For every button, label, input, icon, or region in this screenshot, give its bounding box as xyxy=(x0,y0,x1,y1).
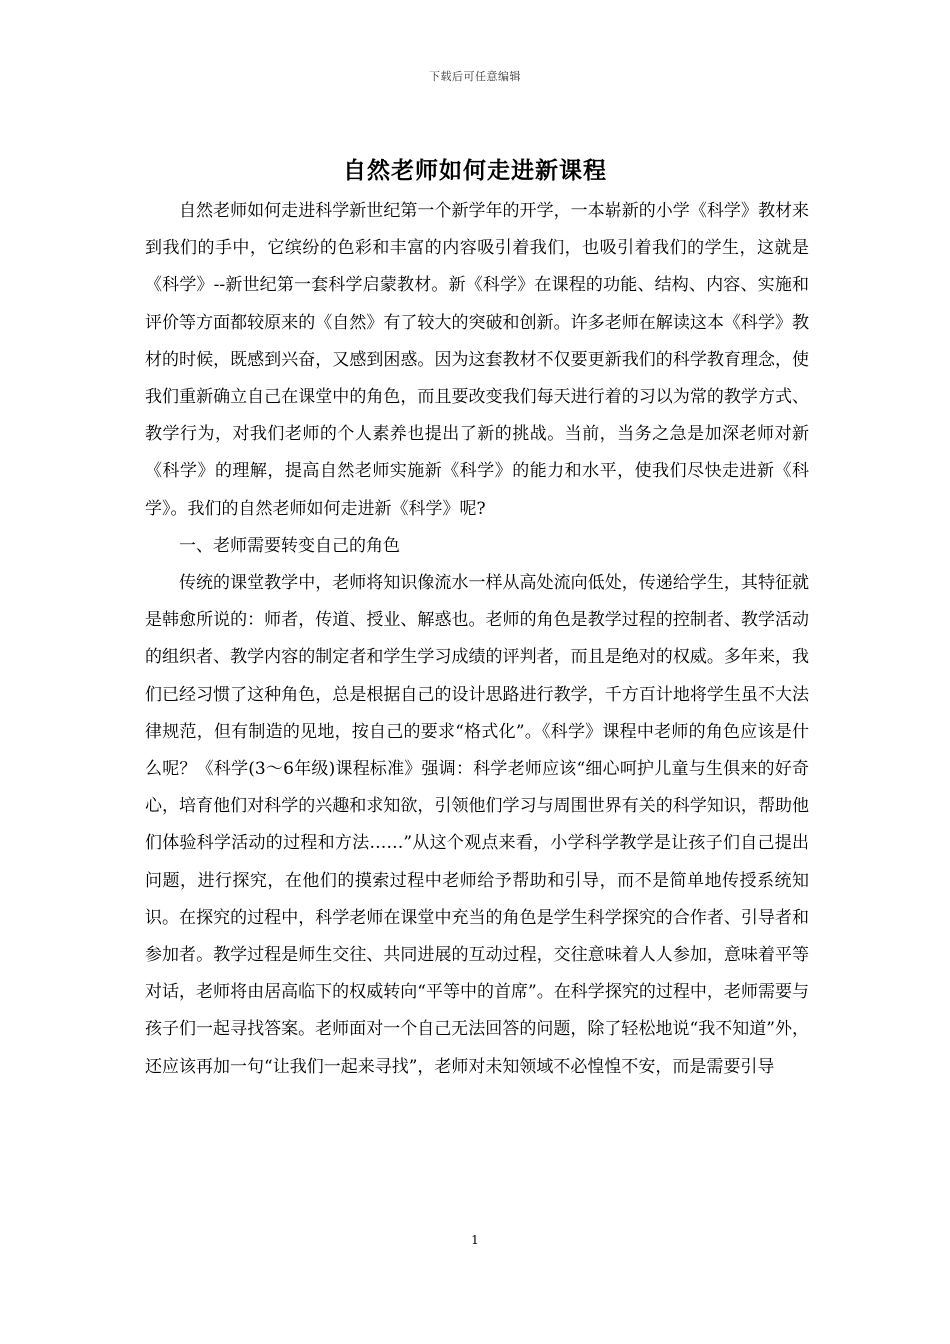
section-heading: 一、老师需要转变自己的角色 xyxy=(179,535,400,556)
intro-paragraph: 自然老师如何走进科学新世纪第一个新学年的开学，一本崭新的小学《科学》教材来到我们的手中，它缤纷的色彩和丰富的内容吸引着我们，也吸引着我们的学生，这就是《科学》--新世纪第一套科学启蒙教材。新《科学》在课程的功能、结构、内容、实施和评价等方面都较原来的《自然》有了较大的突破和创新。许多老师在解读这本《科学》教材的时候，既感到兴奋，又感到困惑。因为这套教材不仅要更新我们的科学教育理念，使我们重新确立自己在课堂中的角色，而且要改变我们每天进行着的习以为常的教学方式、教学行为，对我们老师的个人素养也提出了新的挑战。当前，当务之急是加深老师对新《科学》的理解，提高自然老师实施新《科学》的能力和水平，使我们尽快走进新《科学》。我们的自然老师如何走进新《科学》呢? xyxy=(145,201,809,519)
page-number: 1 xyxy=(471,1233,479,1247)
page-header: 下载后可任意编辑 xyxy=(429,70,521,83)
document-title: 自然老师如何走进新课程 xyxy=(343,157,607,184)
document-body xyxy=(145,193,809,1086)
section-paragraph: 传统的课堂教学中，老师将知识像流水一样从高处流向低处，传递给学生，其特征就是韩愈所说的：师者，传道、授业、解惑也。老师的角色是教学过程的控制者、教学活动的组织者、教学内容的制定者和学生学习成绩的评判者，而且是绝对的权威。多年来，我们已经习惯了这种角色，总是根据自己的设计思路进行教学，千方百计地将学生虽不大法律规范，但有制造的见地，按自己的要求“格式化”。《科学》课程中老师的角色应该是什么呢？《科学(3～6年级)课程标准》强调：科学老师应该“细心呵护儿童与生俱来的好奇心，培育他们对科学的兴趣和求知欲，引领他们学习与周围世界有关的科学知识，帮助他们体验科学活动的过程和方法……”从这个观点来看，小学科学教学是让孩子们自己提出问题，进行探究，在他们的摸索过程中老师给予帮助和引导，而不是简单地传授系统知识。在探究的过程中，科学老师在课堂中充当的角色是学生科学探究的合作者、引导者和参加者。教学过程是师生交往、共同进展的互动过程，交往意味着人人参加，意味着平等对话，老师将由居高临下的权威转向“平等中的首席”。在科学探究的过程中，老师需要与孩子们一起寻找答案。老师面对一个自己无法回答的问题，除了轻松地说“我不知道”外，还应该再加一句“让我们一起来寻找”，老师对未知领域不必惶惶不安，而是需要引导 xyxy=(145,573,809,1077)
